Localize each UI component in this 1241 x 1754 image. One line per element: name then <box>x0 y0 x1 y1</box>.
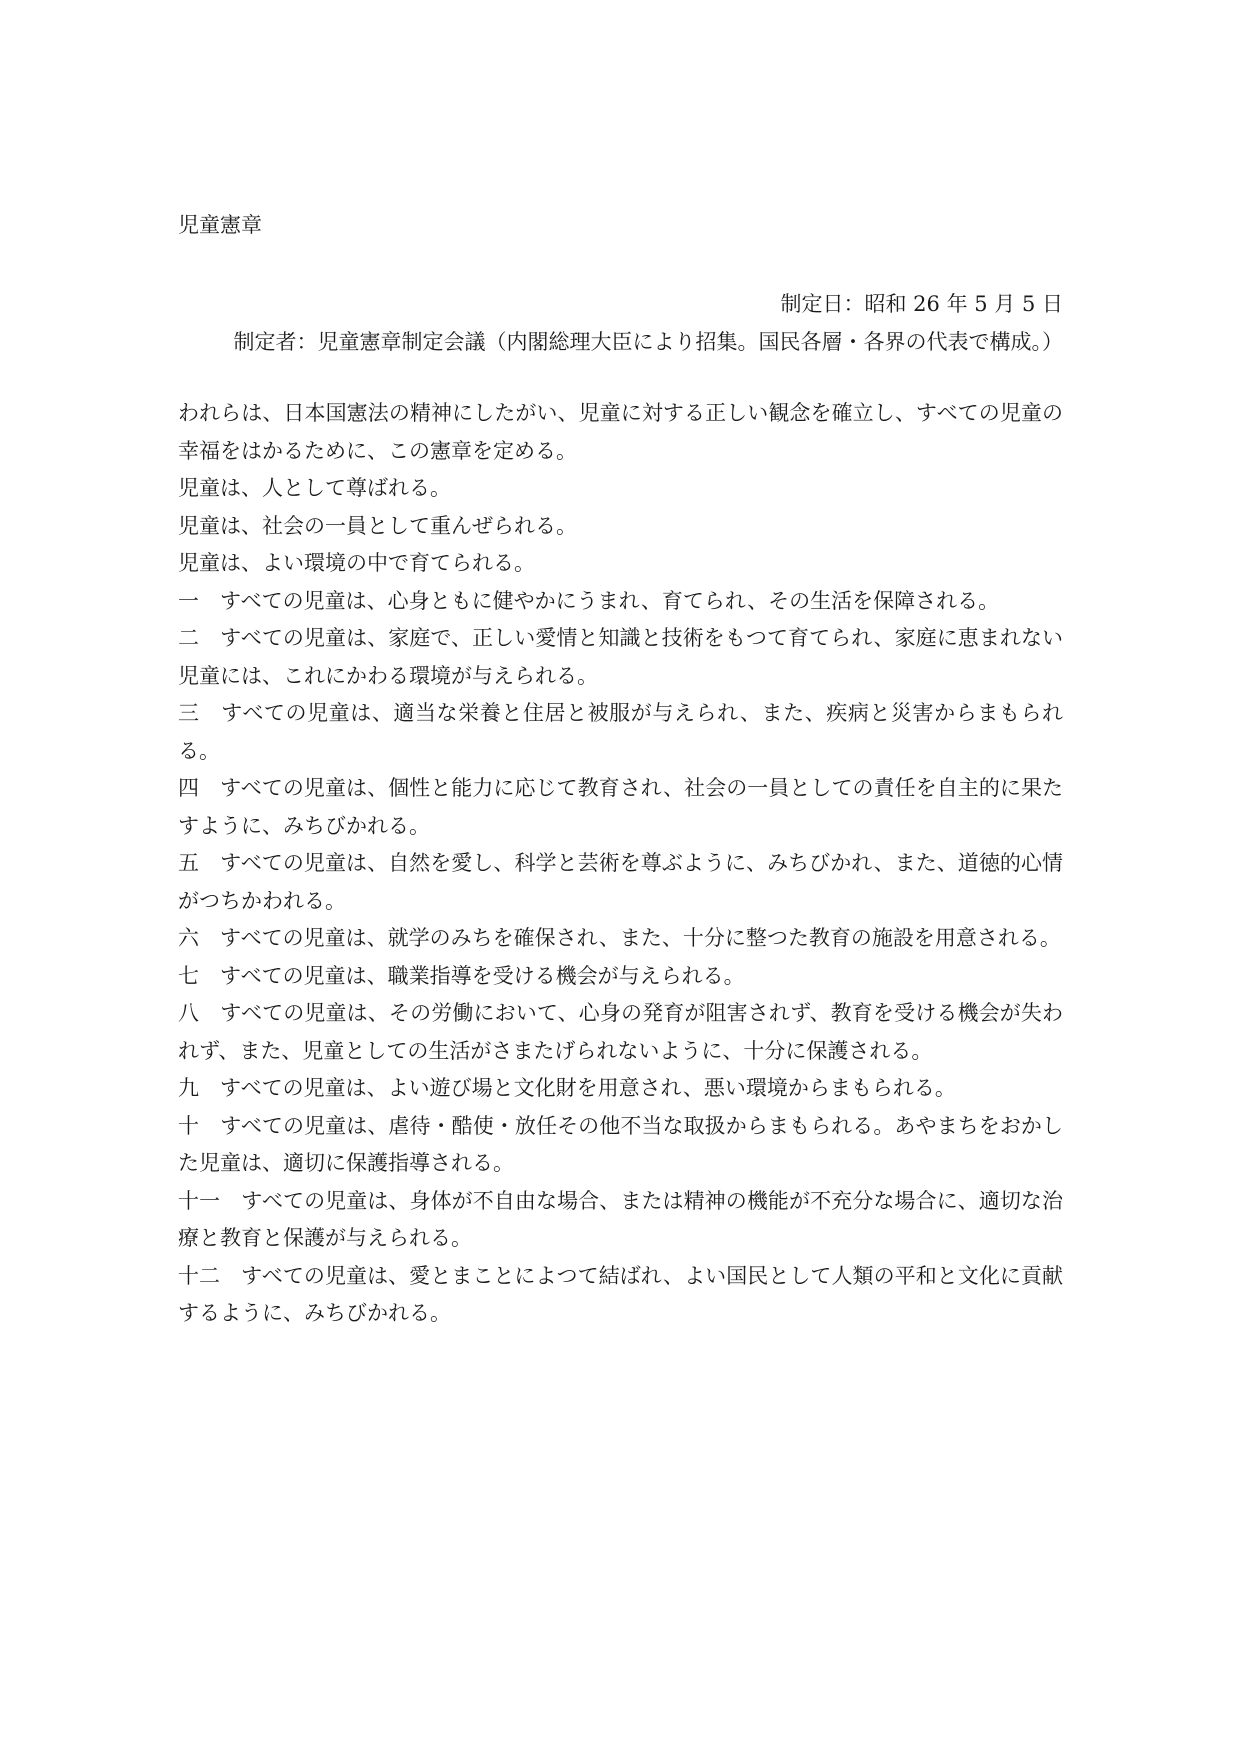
article-text: すべての児童は、愛とまことによつて結ばれ、よい国民として人類の平和と文化に貢献するように、みちびかれる。 <box>178 1263 1064 1325</box>
article-text: すべての児童は、職業指導を受ける機会が与えられる。 <box>220 963 745 988</box>
article-2 <box>178 620 1063 695</box>
article-1 <box>178 583 1063 621</box>
article-number: 十 <box>178 1113 200 1138</box>
article-12 <box>178 1258 1063 1333</box>
article-number: 五 <box>178 851 200 875</box>
article-number: 三 <box>178 701 200 725</box>
article-number: 二 <box>178 626 200 650</box>
article-number: 九 <box>178 1076 199 1100</box>
article-5 <box>178 845 1063 920</box>
article-10 <box>178 1108 1063 1183</box>
article-number: 十一 <box>178 1188 221 1213</box>
enactment-date: 制定日：昭和 26 年 5 月 5 日 <box>780 292 1063 316</box>
article-text: すべての児童は、よい遊び場と文化財を用意され、悪い環境からまもられる。 <box>220 1076 956 1100</box>
principle-3: 児童は、よい環境の中で育てられる。 <box>178 551 535 575</box>
article-text: すべての児童は、個性と能力に応じて教育され、社会の一員としての責任を自主的に果たすように、みちびかれる。 <box>178 776 1064 838</box>
article-7 <box>178 958 1063 996</box>
article-text: すべての児童は、適当な栄養と住居と被服が与えられ、また、疾病と災害からまもられる。 <box>178 701 1064 763</box>
article-number: 六 <box>178 926 199 950</box>
article-text: すべての児童は、虐待・酷使・放任その他不当な取扱からまもられる。あやまちをおかした児童は、適切に保護指導される。 <box>178 1113 1064 1175</box>
article-number: 一 <box>178 588 199 613</box>
document-meta <box>234 285 1064 361</box>
article-text: すべての児童は、その労働において、心身の発育が阻害されず、教育を受ける機会が失われず、また、児童としての生活がさまたげられないように、十分に保護される。 <box>178 1001 1064 1063</box>
article-6 <box>178 920 1063 958</box>
article-number: 八 <box>178 1001 200 1025</box>
article-9 <box>178 1070 1063 1108</box>
article-number: 十二 <box>178 1263 221 1288</box>
article-11 <box>178 1183 1063 1258</box>
enacting-body: 制定者：児童憲章制定会議（内閣総理大臣により招集。国民各層・各界の代表で構成。） <box>233 330 1063 354</box>
preamble: われらは、日本国憲法の精神にしたがい、児童に対する正しい観念を確立し、すべての児童の幸福をはかるために、この憲章を定める。 <box>178 401 1063 463</box>
principle-2: 児童は、社会の一員として重んぜられる。 <box>178 513 577 538</box>
article-text: すべての児童は、身体が不自由な場合、または精神の機能が不充分な場合に、適切な治療と教育と保護が与えられる。 <box>178 1188 1064 1250</box>
article-text: すべての児童は、自然を愛し、科学と芸術を尊ぶように、みちびかれ、また、道徳的心情がつちかわれる。 <box>178 851 1064 913</box>
principle-1: 児童は、人として尊ばれる。 <box>178 476 451 500</box>
article-number: 四 <box>178 776 200 800</box>
charter-body <box>178 395 1063 1333</box>
article-text: すべての児童は、就学のみちを確保され、また、十分に整つた教育の施設を用意される。 <box>220 926 1061 950</box>
article-text: すべての児童は、心身ともに健やかにうまれ、育てられ、その生活を保障される。 <box>220 588 1000 613</box>
article-number: 七 <box>178 963 199 988</box>
article-3 <box>178 695 1063 770</box>
article-8 <box>178 995 1063 1070</box>
document-title: 児童憲章 <box>178 213 262 237</box>
article-text: すべての児童は、家庭で、正しい愛情と知識と技術をもつて育てられ、家庭に恵まれない児童には、これにかわる環境が与えられる。 <box>178 626 1064 688</box>
article-4 <box>178 770 1063 845</box>
